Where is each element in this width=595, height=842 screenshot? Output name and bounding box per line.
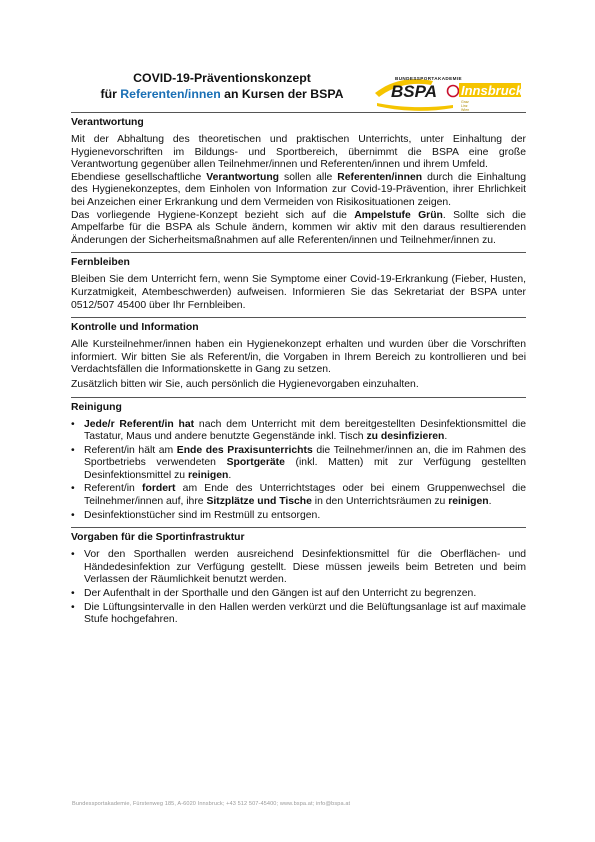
list-item: • Jede/r Referent/in hat nach dem Unterricht mit dem bereitgestellten Desinfektionsmittel die Tastatur, Maus und andere benutzte Gegenstände inkl. Tisch zu desinfizieren. <box>71 418 527 443</box>
logo-city-text: Innsbruck <box>461 83 524 98</box>
title-highlight: Referenten/innen <box>120 87 221 101</box>
paragraph-verantwortung-1: Mit der Abhaltung des theoretischen und praktischen Unterrichts, unter Einhaltung der Hygienevorschriften im Bildungs- und Sportbereich, übernimmt die BSPA eine große Verantwortung gegenüber allen Teilnehmer/innen und Referenten/innen und ihrem Umfeld. <box>71 134 526 171</box>
logo-swoosh-lower <box>377 103 453 111</box>
paragraph-verantwortung-3: Das vorliegende Hygiene-Konzept bezieht sich auf die Ampelstufe Grün. Sollte sich die Ampelfarbe für die BSPA als Schule ändern, kommen wir aktiv mit den daraus resultierenden Änderungen der Sicherheitsmaßnahmen auf alle Referenten/innen und Teilnehmer/innen zu. <box>71 209 526 246</box>
paragraph-kontrolle-2: Zusätzlich bitten wir Sie, auch persönlich die Hygienevorgaben einzuhalten. <box>71 378 419 390</box>
section-divider <box>71 112 526 113</box>
list-item: • Vor den Sporthallen werden ausreichend Desinfektionsmittel für die Oberflächen- und Händedesinfektion zur Verfügung gestellt. Diese müssen jeweils beim Betreten und beim Verlassen der Räumlichkeit benutzt werden. <box>71 549 526 586</box>
paragraph-verantwortung-2: Ebendiese gesellschaftliche Verantwortung sollen alle Referenten/innen durch die Einhaltung des Hygienekonzeptes, dem Einholen von Information zur Covid-19-Prävention, ihrer Ehrlichkeit bei Anzeichen einer Erkrankung und dem Vermeiden von Risikosituationen zeigen. <box>71 171 526 208</box>
list-item: • Der Aufenthalt in der Sporthalle und den Gängen ist auf den Unterricht zu begrenzen. <box>71 588 477 600</box>
title-prefix: für <box>100 87 121 101</box>
heading-verantwortung: Verantwortung <box>71 117 144 128</box>
section-divider <box>71 252 526 253</box>
list-vorgaben <box>71 549 526 627</box>
section-divider <box>71 397 526 398</box>
logo-small-line-3: Wien <box>461 108 470 112</box>
title-suffix: an Kursen der BSPA <box>220 87 344 101</box>
list-item: • Referent/in fordert am Ende des Unterrichtstages oder bei einem Gruppenwechsel die Teilnehmer/innen auf, ihre Sitzplätze und Tische in den Unterrichtsräumen zu reinigen. <box>71 483 526 508</box>
page-footer: Bundessportakademie, Fürstenweg 185, A-6020 Innsbruck; +43 512 507-45400; www.bspa.at; info@bspa.at <box>72 801 351 807</box>
list-item: • Desinfektionstücher sind im Restmüll zu entsorgen. <box>71 509 321 521</box>
section-divider <box>71 527 526 528</box>
logo-small-line-2: Linz <box>461 104 468 108</box>
paragraph-kontrolle-1: Alle Kursteilnehmer/innen haben ein Hygienekonzept erhalten und wurden über die Vorschriften informiert. Wir bitten Sie als Referent/in, die Vorgaben in Ihrem Bereich zu kontrollieren und bei Verdachtsfällen die Informationskette in Gang zu setzen. <box>71 339 526 376</box>
list-item: • Referent/in hält am Ende des Praxisunterrichts die Teilnehmer/innen an, die im Rahmen des Sportbetriebs verwendeten Sportgeräte (inkl. Matten) mit zur Verfügung gestellten Desinfektionsmittel zu reinigen. <box>71 444 526 481</box>
document-body <box>71 112 526 628</box>
heading-vorgaben: Vorgaben für die Sportinfrastruktur <box>71 532 245 544</box>
list-item: • Die Lüftungsintervalle in den Hallen werden verkürzt und die Belüftungsanlage ist auf maximale Stufe hochgefahren. <box>71 601 526 626</box>
logo-small-line-1: Graz <box>461 100 469 104</box>
title-line-1: COVID-19-Präventionskonzept <box>133 71 311 85</box>
paragraph-fernbleiben: Bleiben Sie dem Unterricht fern, wenn Sie Symptome einer Covid-19-Erkrankung (Fieber, Husten, Kurzatmigkeit, Atembeschwerden) aufweisen. Informieren Sie das Sekretariat der BSPA unter 0512/507 45400 über Ihr Fernbleiben. <box>71 274 526 311</box>
heading-fernbleiben: Fernbleiben <box>71 257 130 269</box>
logo-main-text: BSPA <box>391 82 437 101</box>
section-divider <box>71 317 526 318</box>
logo-top-text: BUNDESSPORTAKADEMIE <box>395 76 462 81</box>
heading-kontrolle: Kontrolle und Information <box>71 322 199 334</box>
logo-emblem <box>448 86 459 97</box>
heading-reinigung: Reinigung <box>71 401 122 413</box>
document-title <box>72 70 372 102</box>
title-line-2 <box>72 86 372 102</box>
list-reinigung <box>71 419 526 523</box>
